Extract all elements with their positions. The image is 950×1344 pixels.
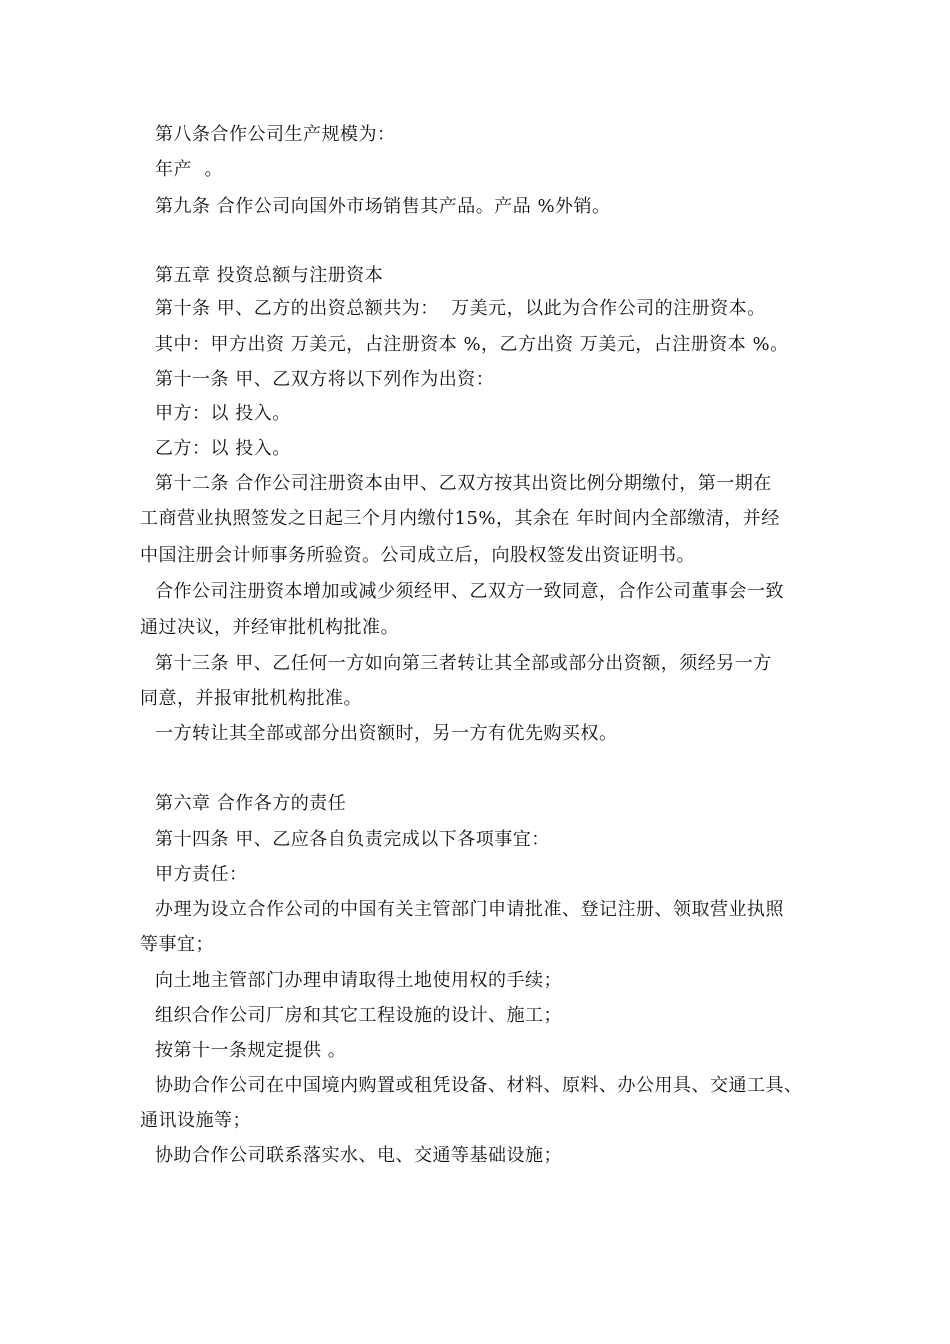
article-11-paragraph: 第十一条 甲、乙双方将以下列作为出资：: [155, 369, 495, 390]
article-13-paragraph-line-2: 同意，并报审批机构批准。: [140, 688, 362, 709]
article-14-paragraph: 第十四条 甲、乙应各自负责完成以下各项事宜：: [155, 829, 550, 850]
party-a-contribution: 甲方：以 投入。: [155, 403, 291, 424]
annual-output-line: 年产 。: [155, 159, 223, 180]
responsibility-item-5-line-2: 通讯设施等；: [140, 1110, 251, 1131]
chapter-6-heading: 第六章 合作各方的责任: [155, 793, 347, 814]
responsibility-item-6: 协助合作公司联系落实水、电、交通等基础设施；: [155, 1145, 562, 1166]
responsibility-item-1-line-2: 等事宜；: [140, 934, 214, 955]
party-a-responsibilities-heading: 甲方责任：: [155, 864, 248, 885]
responsibility-item-5-line-1: 协助合作公司在中国境内购置或租凭设备、材料、原料、办公用具、交通工具、: [155, 1075, 803, 1096]
responsibility-item-2: 向土地主管部门办理申请取得土地使用权的手续；: [155, 970, 562, 991]
article-12-paragraph-line-2: 工商营业执照签发之日起三个月内缴付15%，其余在 年时间内全部缴清，并经: [140, 508, 780, 529]
article-9-paragraph: 第九条 合作公司向国外市场销售其产品。产品 %外销。: [155, 196, 611, 217]
article-10-paragraph: 第十条 甲、乙方的出资总额共为： 万美元，以此为合作公司的注册资本。: [155, 298, 766, 319]
capital-contribution-line: 其中：甲方出资 万美元，占注册资本 %，乙方出资 万美元，占注册资本 %。: [155, 334, 789, 355]
capital-change-paragraph-line-1: 合作公司注册资本增加或减少须经甲、乙双方一致同意，合作公司董事会一致: [155, 581, 784, 602]
article-12-paragraph-line-1: 第十二条 合作公司注册资本由甲、乙双方按其出资比例分期缴付，第一期在: [155, 473, 772, 494]
responsibility-item-1-line-1: 办理为设立合作公司的中国有关主管部门申请批准、登记注册、领取营业执照: [155, 899, 784, 920]
preemptive-right-paragraph: 一方转让其全部或部分出资额时，另一方有优先购买权。: [155, 723, 618, 744]
responsibility-item-3: 组织合作公司厂房和其它工程设施的设计、施工；: [155, 1005, 562, 1026]
responsibility-item-4: 按第十一条规定提供 。: [155, 1040, 347, 1061]
article-8-heading: 第八条合作公司生产规模为：: [155, 124, 396, 145]
capital-change-paragraph-line-2: 通过决议，并经审批机构批准。: [140, 617, 399, 638]
article-13-paragraph-line-1: 第十三条 甲、乙任何一方如向第三者转让其全部或部分出资额，须经另一方: [155, 653, 772, 674]
chapter-5-heading: 第五章 投资总额与注册资本: [155, 265, 384, 286]
article-12-paragraph-line-3: 中国注册会计师事务所验资。公司成立后，向股权签发出资证明书。: [140, 545, 695, 566]
party-b-contribution: 乙方：以 投入。: [155, 438, 291, 459]
